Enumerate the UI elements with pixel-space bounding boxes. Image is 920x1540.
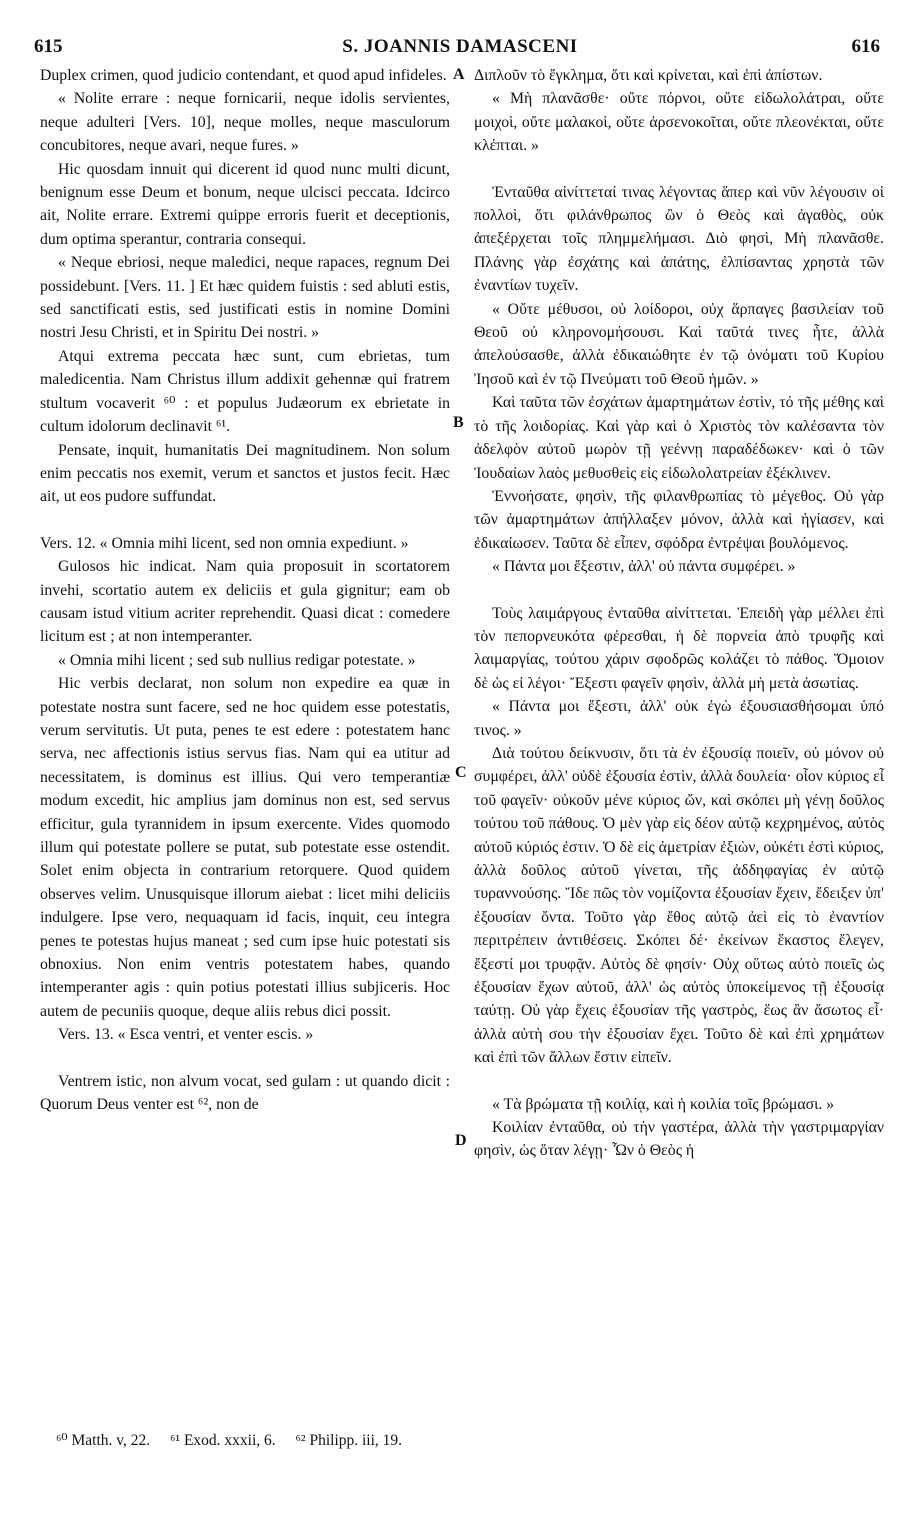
section-marker-c: C xyxy=(455,764,467,781)
page-number-left: 615 xyxy=(34,36,63,57)
latin-paragraph: « Omnia mihi licent ; sed sub nullius redigar potestate. » xyxy=(58,651,416,669)
greek-paragraph: « Πάντα μοι ἔξεστι, ἀλλ' οὐκ ἐγὼ ἐξουσιασθήσομαι ὑπό τινος. » xyxy=(474,698,884,739)
latin-paragraph: Ventrem istic, non alvum vocat, sed gulam : ut quando dicit : Quorum Deus venter est ⁶², non de xyxy=(40,1072,450,1114)
running-title: S. JOANNIS DAMASCENI xyxy=(342,36,578,57)
greek-paragraph: Κοιλίαν ἐνταῦθα, οὐ τὴν γαστέρα, ἀλλὰ τὴν γαστριμαργίαν φησὶν, ὡς ὅταν λέγῃ· Ὧν ὁ Θεὸς ἡ xyxy=(474,1119,884,1160)
greek-paragraph: Ἐνταῦθα αἰνίττεταί τινας λέγοντας ἅπερ καὶ νῦν λέγουσιν οἱ πολλοὶ, ὅτι φιλάνθρωπος ὢν ὁ Θεὸς καὶ ἀγαθὸς, οὐκ ἀπεξέρχεται τοῖς πλημμελήμασι. Διὸ φησὶ, Μὴ πλανᾶσθε. Πλάνης γὰρ ἐσχάτης καὶ ἀπάτης, ἐλπίσαντας χρηστὰ τῶν ἐναντίων τυχεῖν. xyxy=(474,183,884,295)
greek-paragraph: Καὶ ταῦτα τῶν ἐσχάτων ἁμαρτημάτων ἐστὶν, τό τῆς μέθης καὶ τὸ τῆς λοιδορίας. Καὶ γὰρ καὶ ὁ Χριστὸς τὸν καλέσαντα τὸν ἀδελφὸν αὐτοῦ μωρὸν τῇ γεέννῃ παραδέδωκεν· καὶ ὁ τῶν Ἰουδαίων λαὸς μεθυσθεὶς εἰς εἰδωλολατρείαν ἐξέκλινεν. xyxy=(474,394,884,482)
greek-paragraph: « Οὔτε μέθυσοι, οὐ λοίδοροι, οὐχ ἅρπαγες βασιλείαν τοῦ Θεοῦ οὐ κληρονομήσουσι. Καὶ ταῦτά τινες ἦτε, ἀλλὰ ἀπελούσασθε, ἀλλὰ ἐδικαιώθητε ἐν τῷ ὀνόματι τοῦ Κυρίου Ἰησοῦ καὶ ἐν τῷ Πνεύματι τοῦ Θεοῦ ἡμῶν. » xyxy=(474,300,884,388)
footnote: ⁶² Philipp. iii, 19. xyxy=(295,1432,403,1449)
page-number-right: 616 xyxy=(851,36,880,57)
section-marker-a: A xyxy=(453,66,465,83)
latin-paragraph: Gulosos hic indicat. Nam quia proposuit in scortatorem invehi, scortatio autem ex deliciis et gula gignitur; eam ob causam istud vitium acriter reprehendit. Quasi dicat : comedere licitum est ; at non intemperanter. xyxy=(40,558,450,646)
greek-column xyxy=(474,64,884,1163)
section-marker-b: B xyxy=(453,414,464,431)
latin-verse-heading: Vers. 13. « Esca ventri, et venter escis. » xyxy=(58,1026,314,1044)
latin-verse-heading: Vers. 12. « Omnia mihi licent, sed non omnia expediunt. » xyxy=(40,534,409,552)
latin-paragraph: « Neque ebriosi, neque maledici, neque rapaces, regnum Dei possidebunt. [Vers. 11. ] Et hæc quidem fuistis : sed abluti estis, sed sanctificati estis, sed justificati estis in nomine Domini nostri Jesu Christi, et in Spiritu Dei nostri. » xyxy=(40,254,450,342)
latin-paragraph: Atqui extrema peccata hæc sunt, cum ebrietas, tum maledicentia. Nam Christus illum addixit gehennæ qui fratrem stultum vocaverit ⁶⁰ : et populus Judæorum ex ebrietate in cultum idolorum declinavit ⁶¹. xyxy=(40,347,450,436)
latin-column xyxy=(40,64,450,1116)
latin-paragraph: Hic verbis declarat, non solum non expedire ea quæ in potestate nostra sunt facere, sed ne hoc quidem esse potestatis, verum servitutis. Ut puta, penes te est edere : potestatem hanc serva, nec affectionis istius servus fias. Nam qui ea utitur ad necessitatem, is dominus est illius. Qui vero temperantiæ modum excedit, hic amplius jam dominus non est, sed servus efficitur, gula tyrannidem in ipsum exercente. Vides quomodo illum qui potestate pollere se putat, sub potestate esse ostendit. Solet enim objecta in contrarium retorquere. Quod quidem observes velim. Unusquisque illorum aiebat : licet mihi deliciis indulgere. Ipse vero, nequaquam id facis, inquit, ceu integra penes te potestas hujus maneat ; sed cum ipse huic potestati sis obnoxius. Non enim ventris potestatem habes, quando intemperanter agis : quin potius potestati illius subjiceris. Hoc autem de pecuniis quoque, deque aliis rebus dici possit. xyxy=(40,675,450,1020)
greek-paragraph: « Πάντα μοι ἔξεστιν, ἀλλ' οὐ πάντα συμφέρει. » xyxy=(492,558,796,576)
latin-paragraph: Duplex crimen, quod judicio contendant, et quod apud infideles. xyxy=(40,67,447,84)
greek-paragraph: Τοὺς λαιμάργους ἐνταῦθα αἰνίττεται. Ἐπειδὴ γὰρ μέλλει ἐπὶ τὸν πεπορνευκότα φέρεσθαι, ἡ δὲ πορνεία ἀπὸ τρυφῆς καὶ λαιμαργίας, τούτου χάριν σφοδρῶς κολάζει τὸ πάθος. Ὅμοιον δὲ ὡς εἰ λέγοι· Ἔξεστι φαγεῖν φησὶν, ἀλλὰ μὴ μετὰ ἀσωτίας. xyxy=(474,604,884,692)
greek-paragraph: Διὰ τούτου δείκνυσιν, ὅτι τὰ ἐν ἐξουσίᾳ ποιεῖν, οὐ μόνον οὐ συμφέρει, ἀλλ' οὐδὲ ἐξουσία ἐστὶν, ἀλλὰ δουλεία· οἷον κύριος εἶ τοῦ φαγεῖν· οὐκοῦν μένε κύριος ὤν, καὶ σκόπει μὴ γένῃ δοῦλος τούτου τοῦ πάθους. Ὁ μὲν γὰρ εἰς δέον αὐτῷ κεχρημένος, αὐτὸς αὐτοῦ κύριός ἐστιν. Ὁ δὲ εἰς ἀμετρίαν ἐξιὼν, οὐκέτι ἐστὶ κύριος, ἀλλὰ δοῦλος αὐτοῦ γίνεται, τῆς ἀδδηφαγίας ἐν αὐτῷ τυραννούσης. Ἴδε πῶς τὸν νομίζοντα ἐξουσίαν ἔχειν, ἔδειξεν ὑπ' ἐξουσίαν ὄντα. Τοῦτο γὰρ ἔθος αὐτῷ ἀεὶ εἰς τὸ ἐναντίον περιτρέπειν ἀντιθέσεις. Σκόπει δέ· ἐκείνων ἕκαστος ἔλεγεν, ἔξεστί μοι τρυφᾷν. Αὐτὸς δὲ φησίν· Οὐχ οὕτως αὐτὸ ποιεῖς ὡς ἐξουσίαν ἔχων αὐτοῦ, ἀλλ' ὡς αὐτὸς ὑποκείμενος τῇ ἐξουσίᾳ ταύτῃ. Οὐ γὰρ ἔχεις ἐξουσίαν τῆς γαστρὸς, ἕως ἂν ἄσωτος εἶ· ἀλλὰ αὐτὴ σου τὴν ἐξουσίαν ἔχει. Τοῦτο δὲ καὶ ἐπὶ χρημάτων καὶ ἐπὶ τῶν ἄλλων ἔστιν εἰπεῖν. xyxy=(474,744,884,1067)
greek-paragraph: Ἐννοήσατε, φησὶν, τῆς φιλανθρωπίας τὸ μέγεθος. Οὐ γὰρ τῶν ἁμαρτημάτων ἀπήλλαξεν μόνον, ἀλλὰ καὶ ἡγίασεν, καὶ ἐδικαίωσεν. Ταῦτα δὲ εἶπεν, σφόδρα ἐντρέψαι βουλόμενος. xyxy=(474,487,884,552)
greek-paragraph: Διπλοῦν τὸ ἔγκλημα, ὅτι καὶ κρίνεται, καὶ ἐπὶ ἀπίστων. xyxy=(474,67,823,84)
footnotes xyxy=(56,1431,418,1450)
latin-paragraph: Hic quosdam innuit qui dicerent id quod nunc multi dicunt, benignum esse Deum et bonum, neque ulcisci peccata. Idcirco ait, Nolite errare. Extremi quippe erroris fuerit et deceptionis, dum optima sperantur, contraria consequi. xyxy=(40,160,450,248)
greek-paragraph: « Μὴ πλανᾶσθε· οὔτε πόρνοι, οὔτε εἰδωλολάτραι, οὔτε μοιχοὶ, οὔτε μαλακοὶ, οὔτε ἀρσενοκοῖται, οὔτε πλεονέκται, οὔτε κλέπται. » xyxy=(474,90,884,155)
greek-paragraph: « Τὰ βρώματα τῇ κοιλίᾳ, καὶ ἡ κοιλία τοῖς βρώμασι. » xyxy=(492,1095,835,1113)
latin-paragraph: « Nolite errare : neque fornicarii, neque idolis servientes, neque adulteri [Vers. 10], neque molles, neque masculorum concubitores, neque avari, neque fures. » xyxy=(40,90,450,155)
footnote: ⁶⁰ Matth. v, 22. xyxy=(56,1432,151,1449)
latin-paragraph: Pensate, inquit, humanitatis Dei magnitudinem. Non solum enim peccatis nos exemit, verum et sanctos et justos fecit. Hæc ait, ut eos pudore suffundat. xyxy=(40,441,450,506)
section-marker-d: D xyxy=(455,1132,467,1149)
footnote: ⁶¹ Exod. xxxii, 6. xyxy=(170,1432,276,1449)
running-header xyxy=(0,36,920,60)
